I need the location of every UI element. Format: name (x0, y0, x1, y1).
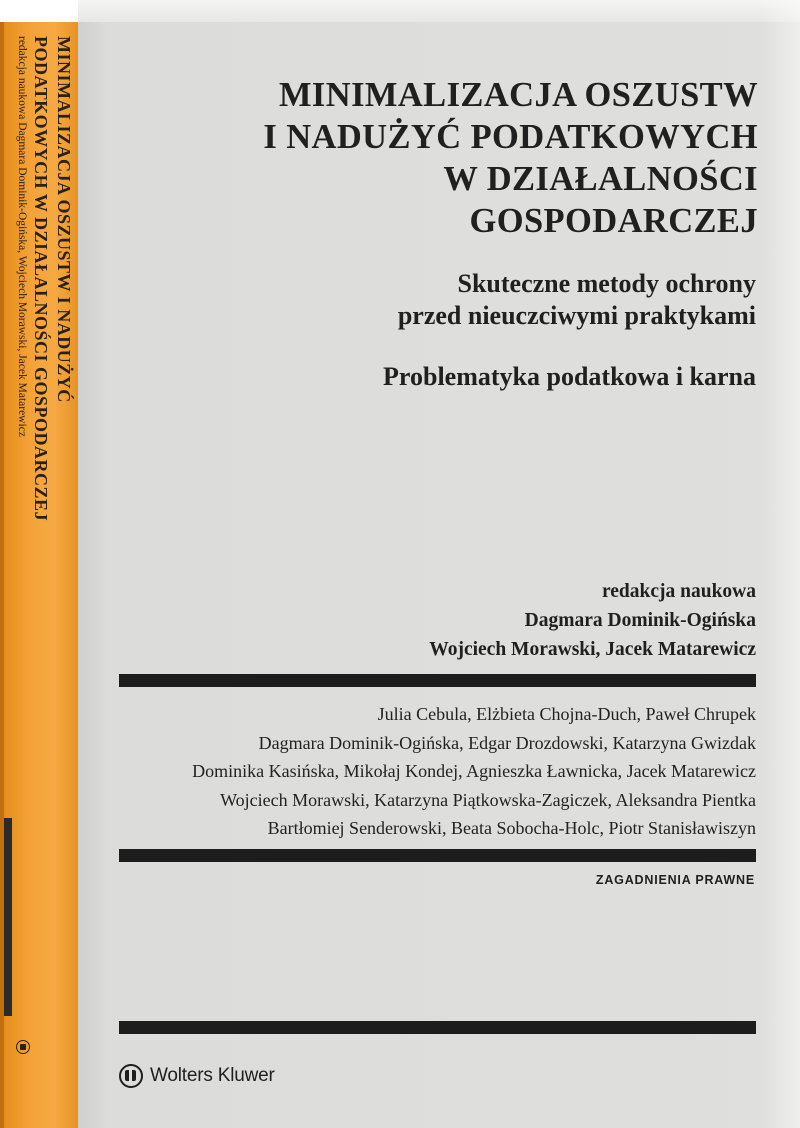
authors-line-4: Wojciech Morawski, Katarzyna Piątkowska-Zagiczek, Aleksandra Pientka (220, 789, 756, 810)
authors-line-2: Dagmara Dominik-Ogińska, Edgar Drozdowski, Katarzyna Gwizdak (258, 732, 756, 753)
authors-line-1: Julia Cebula, Elżbieta Chojna-Duch, Paweł Chrupek (377, 704, 756, 724)
authors-list (118, 700, 756, 843)
cover-right-edge (760, 0, 800, 1128)
divider-rule-top (119, 674, 756, 687)
book-subtitle-secondary: Problematyka podatkowa i karna (383, 362, 756, 391)
editors-line-2: Wojciech Morawski, Jacek Matarewicz (429, 639, 756, 660)
title-line-1: MINIMALIZACJA OSZUSTW (278, 76, 758, 114)
title-line-3: W DZIAŁALNOŚCI (443, 160, 758, 198)
spine-editors-line: redakcja naukowa Dagmara Dominik-Ogińska, Wojciech Morawski, Jacek Matarewicz (16, 36, 28, 437)
subtitle-line-2: przed nieuczciwymi praktykami (397, 301, 756, 330)
title-line-2: I NADUŻYĆ PODATKOWYCH (263, 118, 758, 156)
cover-top-edge (78, 0, 800, 22)
title-line-4: GOSPODARCZEJ (469, 202, 758, 240)
wolters-kluwer-logo-icon (119, 1064, 143, 1088)
publisher-mark (119, 1063, 275, 1089)
spine-text (6, 36, 74, 836)
editors-label: redakcja naukowa (601, 581, 756, 602)
spine-publisher-logo-icon (16, 1040, 30, 1054)
divider-rule-middle (119, 849, 756, 862)
editors-line-1: Dagmara Dominik-Ogińska (524, 610, 756, 631)
publisher-name: Wolters Kluwer (150, 1065, 275, 1086)
editors-block (118, 577, 756, 664)
spine-dark-band (4, 818, 12, 1016)
subtitle-line-1: Skuteczne metody ochrony (457, 269, 756, 298)
book-title (118, 74, 758, 242)
authors-line-3: Dominika Kasińska, Mikołaj Kondej, Agnieszka Ławnicka, Jacek Matarewicz (192, 761, 756, 782)
divider-rule-bottom (119, 1021, 756, 1034)
book-subtitle (118, 268, 756, 332)
authors-line-5: Bartłomiej Senderowski, Beata Sobocha-Holc, Piotr Stanisławiszyn (267, 818, 756, 839)
series-name: ZAGADNIENIA PRAWNE (595, 873, 755, 887)
spine-title-line-1: MINIMALIZACJA OSZUSTW I NADUŻYĆ (54, 36, 74, 403)
spine-title-line-2: PODATKOWYCH W DZIAŁALNOŚCI GOSPODARCZEJ (31, 36, 51, 522)
